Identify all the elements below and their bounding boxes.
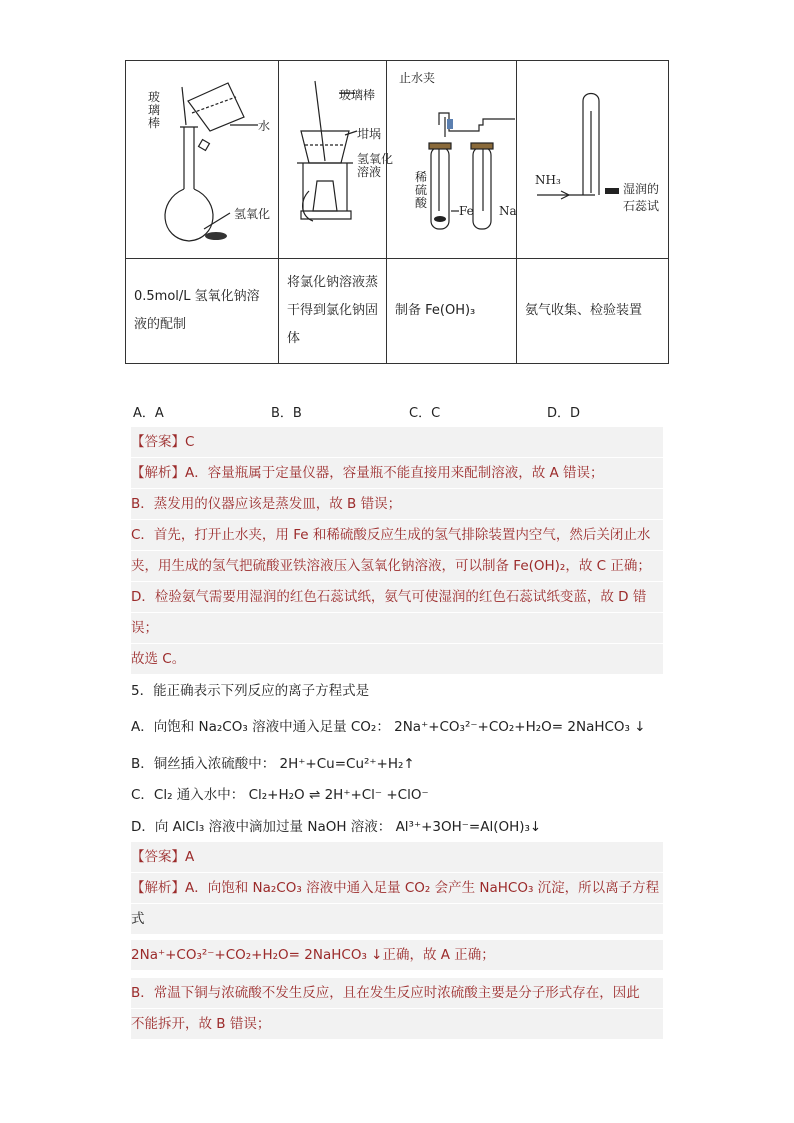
q5-analysis-a1: 【解析】A．向饱和 Na₂CO₃ 溶液中通入足量 CO₂ 会产生 NaHCO₃ 沉淀，所以离子方程 bbox=[131, 873, 663, 903]
label-dilute-acid: 稀 硫 酸 bbox=[415, 170, 428, 210]
label-clamp: 止水夹 bbox=[399, 71, 436, 85]
q5-stem: 5．能正确表示下列反应的离子方程式是 bbox=[131, 683, 370, 699]
option-d[interactable]: D．D bbox=[547, 406, 581, 421]
caption-d: 氨气收集、检验装置 bbox=[517, 259, 669, 364]
label-water: 水 bbox=[258, 119, 271, 133]
q5-option-b[interactable]: B．铜丝插入浓硫酸中： 2H⁺+Cu=Cu²⁺+H₂↑ bbox=[131, 756, 415, 772]
label-fe: Fe bbox=[459, 204, 474, 218]
figure-crucible-evaporation bbox=[279, 61, 394, 259]
figure-ammonia-apparatus bbox=[517, 61, 669, 259]
q5-analysis-b1: B．常温下铜与浓硫酸不发生反应，且在发生反应时浓硫酸主要是分子形式存在，因此 bbox=[131, 978, 663, 1008]
label-glass-rod: 玻 璃 棒 bbox=[148, 90, 161, 130]
q4-answer: 【答案】C bbox=[131, 427, 663, 457]
label-solution: 氢氧化 溶液 bbox=[357, 152, 394, 179]
q5-option-d[interactable]: D．向 AlCl₃ 溶液中滴加过量 NaOH 溶液： Al³⁺+3OH⁻=Al(OH)₃↓ bbox=[131, 819, 542, 835]
caption-b: 将氯化钠溶液蒸干得到氯化钠固体 bbox=[279, 259, 387, 364]
experiment-table bbox=[125, 60, 669, 364]
label-na: Na bbox=[499, 204, 517, 218]
label-litmus-paper: 湿润的 石蕊试 bbox=[623, 182, 660, 213]
caption-c: 制备 Fe(OH)₃ bbox=[387, 259, 517, 364]
figure-volumetric-flask bbox=[126, 61, 279, 259]
q4-options bbox=[133, 402, 663, 422]
option-b[interactable]: B．B bbox=[271, 406, 302, 421]
label-rod-2: 玻璃棒 bbox=[339, 88, 376, 102]
figure-feoh-apparatus bbox=[387, 61, 517, 259]
label-crucible: 坩埚 bbox=[357, 127, 382, 141]
q4-analysis-c2: 夹，用生成的氢气把硫酸亚铁溶液压入氢氧化钠溶液，可以制备 Fe(OH)₂，故 C 正确； bbox=[131, 551, 663, 581]
option-a[interactable]: A．A bbox=[133, 406, 164, 421]
q4-analysis-d2: 误； bbox=[131, 613, 663, 643]
label-naoh: 氢氧化 bbox=[234, 207, 271, 221]
q4-analysis-b: B．蒸发用的仪器应该是蒸发皿，故 B 错误； bbox=[131, 489, 663, 519]
q4-analysis-a: 【解析】A．容量瓶属于定量仪器，容量瓶不能直接用来配制溶液，故 A 错误； bbox=[131, 458, 663, 488]
q5-option-c[interactable]: C．Cl₂ 通入水中： Cl₂+H₂O ⇌ 2H⁺+Cl⁻ +ClO⁻ bbox=[131, 787, 429, 803]
q5-analysis-b2: 不能拆开，故 B 错误； bbox=[131, 1009, 663, 1039]
q4-conclusion: 故选 C。 bbox=[131, 644, 663, 674]
q5-analysis-a2: 式 bbox=[131, 904, 663, 934]
q5-analysis-a3: 2Na⁺+CO₃²⁻+CO₂+H₂O= 2NaHCO₃ ↓正确，故 A 正确； bbox=[131, 940, 663, 970]
caption-a: 0.5mol/L 氢氧化钠溶液的配制 bbox=[126, 259, 279, 364]
q4-analysis-d1: D．检验氨气需要用湿润的红色石蕊试纸，氨气可使湿润的红色石蕊试纸变蓝，故 D 错 bbox=[131, 582, 663, 612]
q5-answer: 【答案】A bbox=[131, 842, 663, 872]
option-c[interactable]: C．C bbox=[409, 406, 441, 421]
label-nh3: NH₃ bbox=[535, 173, 561, 187]
q4-analysis-c1: C．首先，打开止水夹，用 Fe 和稀硫酸反应生成的氢气排除装置内空气，然后关闭止水 bbox=[131, 520, 663, 550]
q5-option-a[interactable]: A．向饱和 Na₂CO₃ 溶液中通入足量 CO₂： 2Na⁺+CO₃²⁻+CO₂+H₂O= 2NaHCO₃ ↓ bbox=[131, 719, 646, 735]
